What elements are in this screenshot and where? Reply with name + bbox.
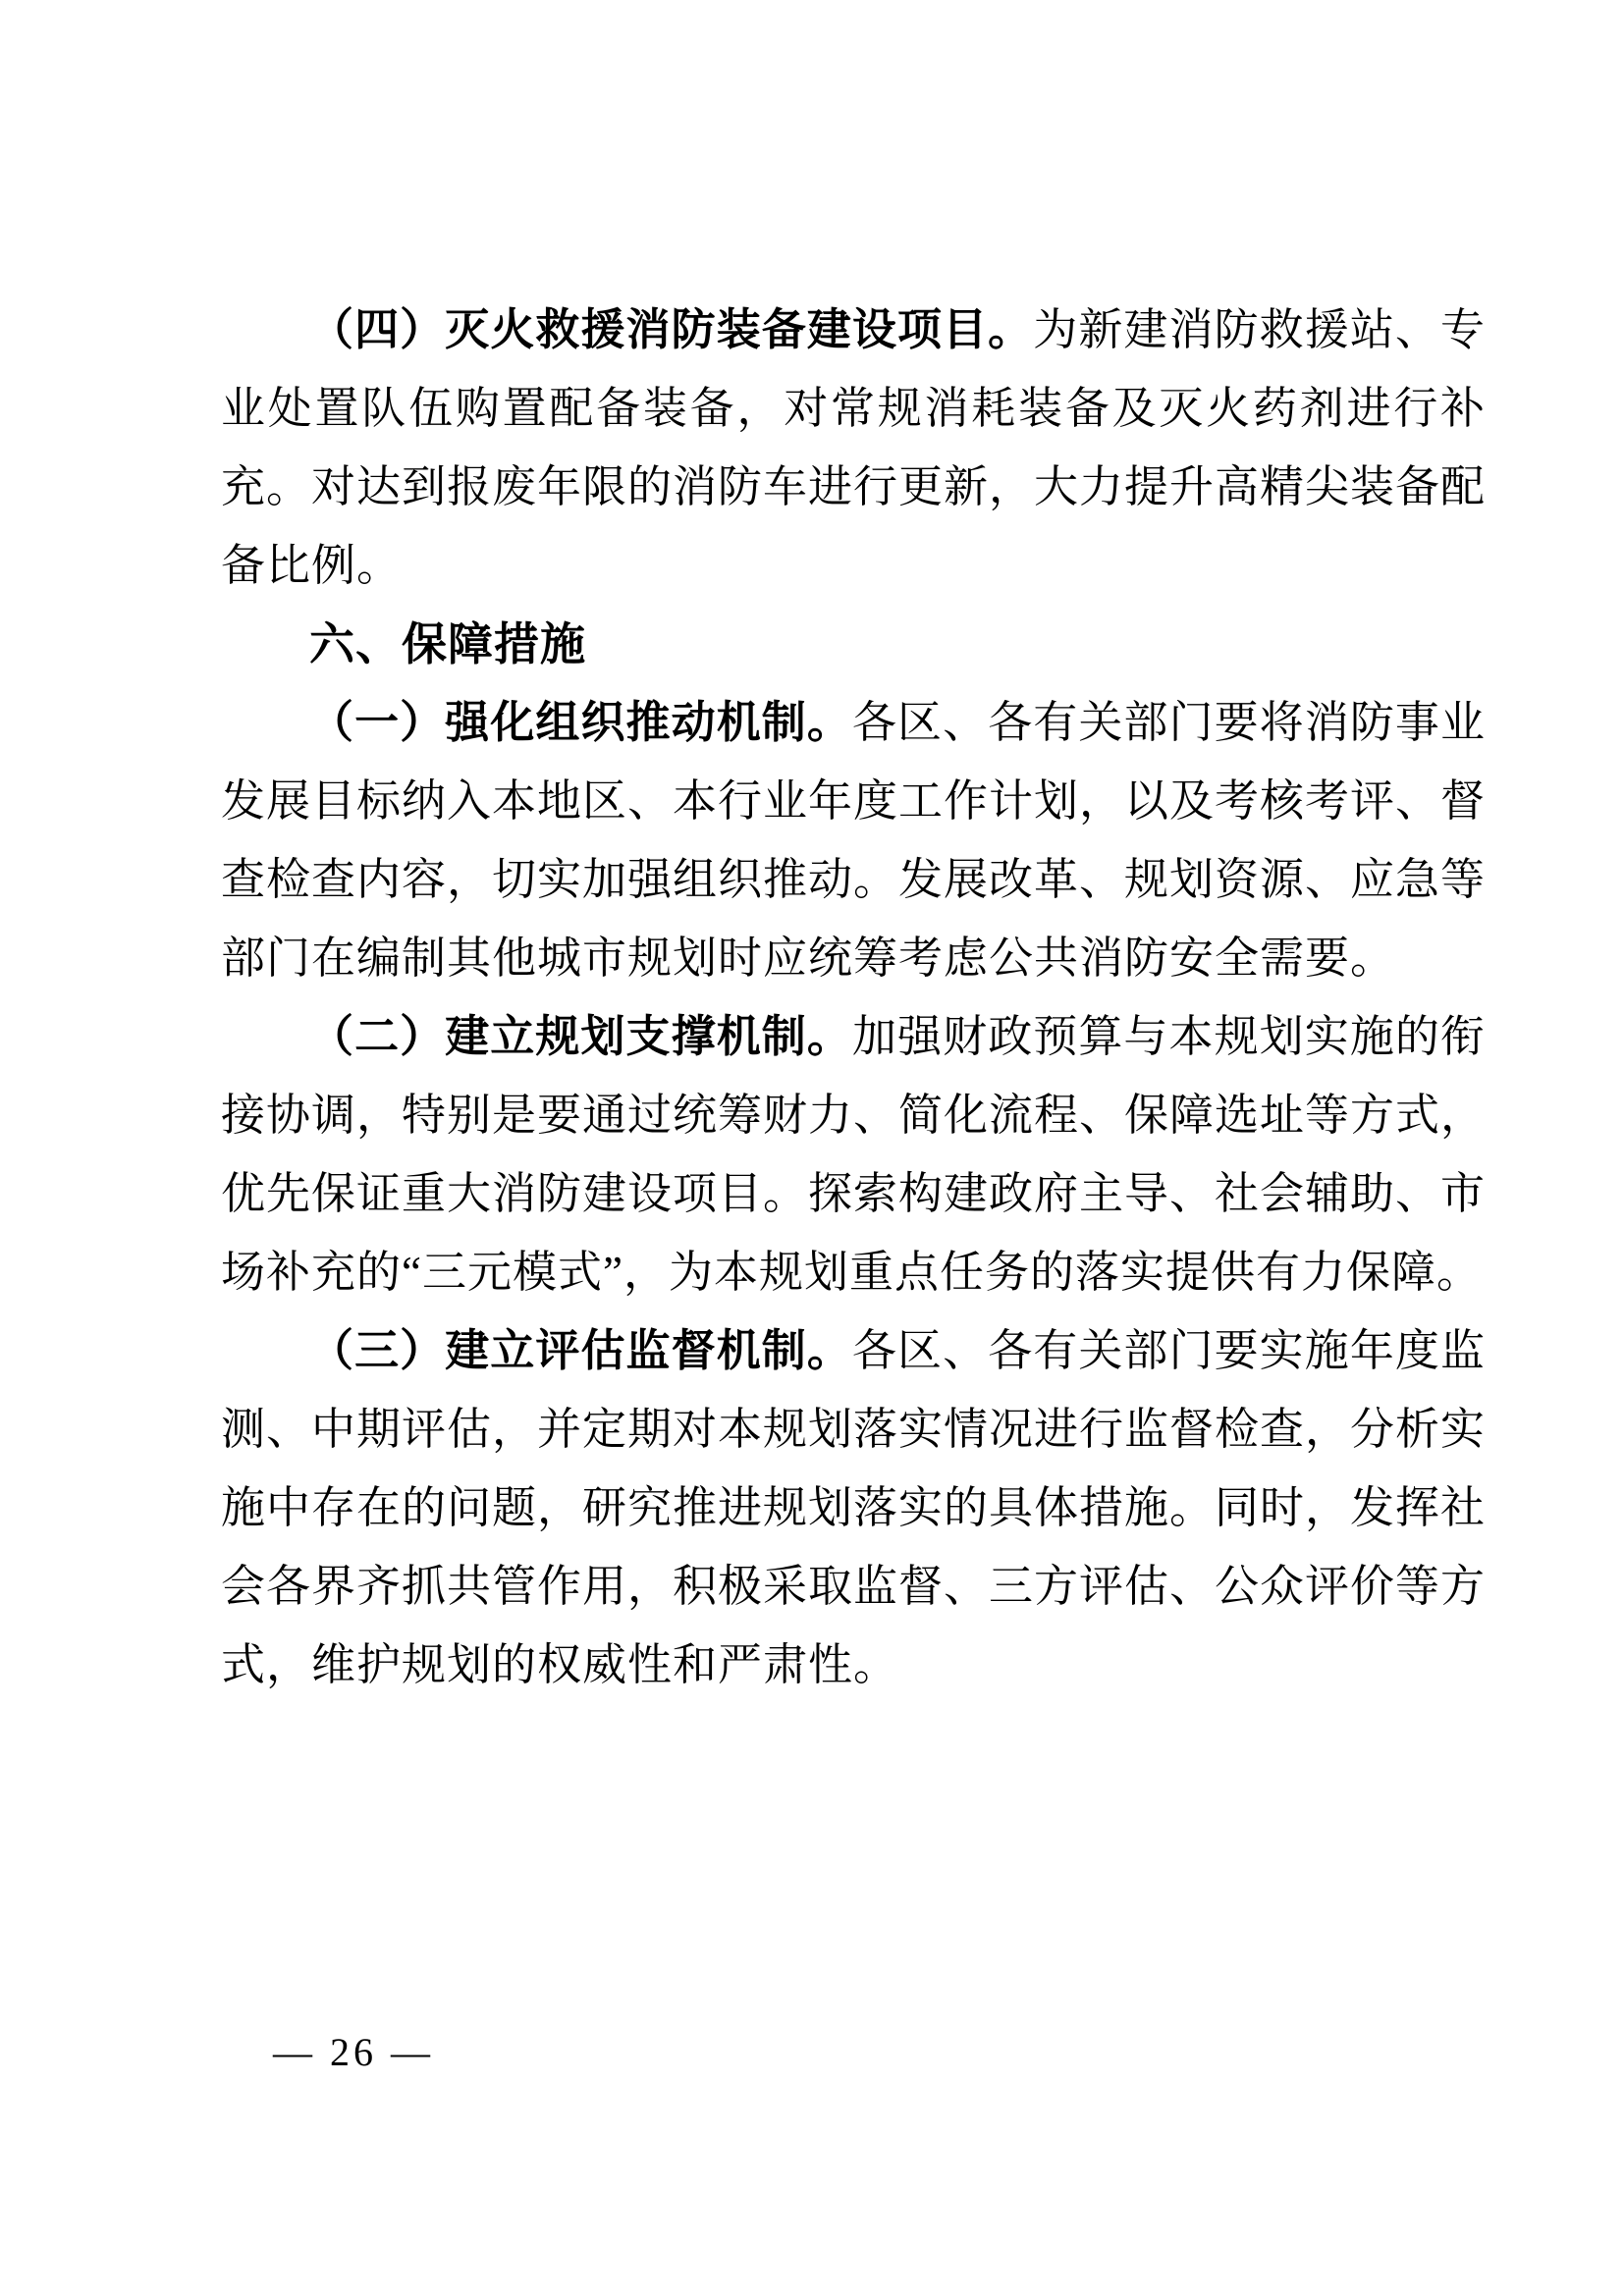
paragraph-text-one: 各区、各有关部门要将消防事业发展目标纳入本地区、本行业年度工作计划，以及考核考评、督查检查内容，切实加强组织推动。发展改革、规划资源、应急等部门在编制其他城市规划时应统筹考虑公共消防安全需要。 xyxy=(221,698,1487,983)
paragraph-lead-three: （三）建立评估监督机制。 xyxy=(309,1326,852,1375)
paragraph-text-three: 各区、各有关部门要实施年度监测、中期评估，并定期对本规划落实情况进行监督检查，分析实施中存在的问题，研究推进规划落实的具体措施。同时，发挥社会各界齐抓共管作用，积极采取监督、三方评估、公众评价等方式，维护规划的权威性和严肃性。 xyxy=(221,1326,1487,1689)
paragraph-item-two xyxy=(221,997,1486,1311)
page-number: — 26 — xyxy=(273,2030,434,2074)
paragraph-lead-four: （四）灭火救援消防装备建设项目。 xyxy=(309,305,1034,354)
paragraph-item-one xyxy=(221,683,1486,997)
paragraph-item-three xyxy=(221,1311,1486,1704)
document-body xyxy=(221,291,1486,1704)
paragraph-item-four xyxy=(221,291,1486,605)
paragraph-lead-two: （二）建立规划支撑机制。 xyxy=(309,1012,852,1061)
paragraph-text-two: 加强财政预算与本规划实施的衔接协调，特别是要通过统筹财力、简化流程、保障选址等方式，优先保证重大消防建设项目。探索构建政府主导、社会辅助、市场补充的“三元模式”，为本规划重点任务的落实提供有力保障。 xyxy=(221,1012,1487,1297)
section-heading-six: 六、保障措施 xyxy=(309,618,586,669)
paragraph-lead-one: （一）强化组织推动机制。 xyxy=(309,698,852,747)
paragraph-text-four: 为新建消防救援站、专业处置队伍购置配备装备，对常规消耗装备及灭火药剂进行补充。对达到报废年限的消防车进行更新，大力提升高精尖装备配备比例。 xyxy=(221,305,1487,590)
